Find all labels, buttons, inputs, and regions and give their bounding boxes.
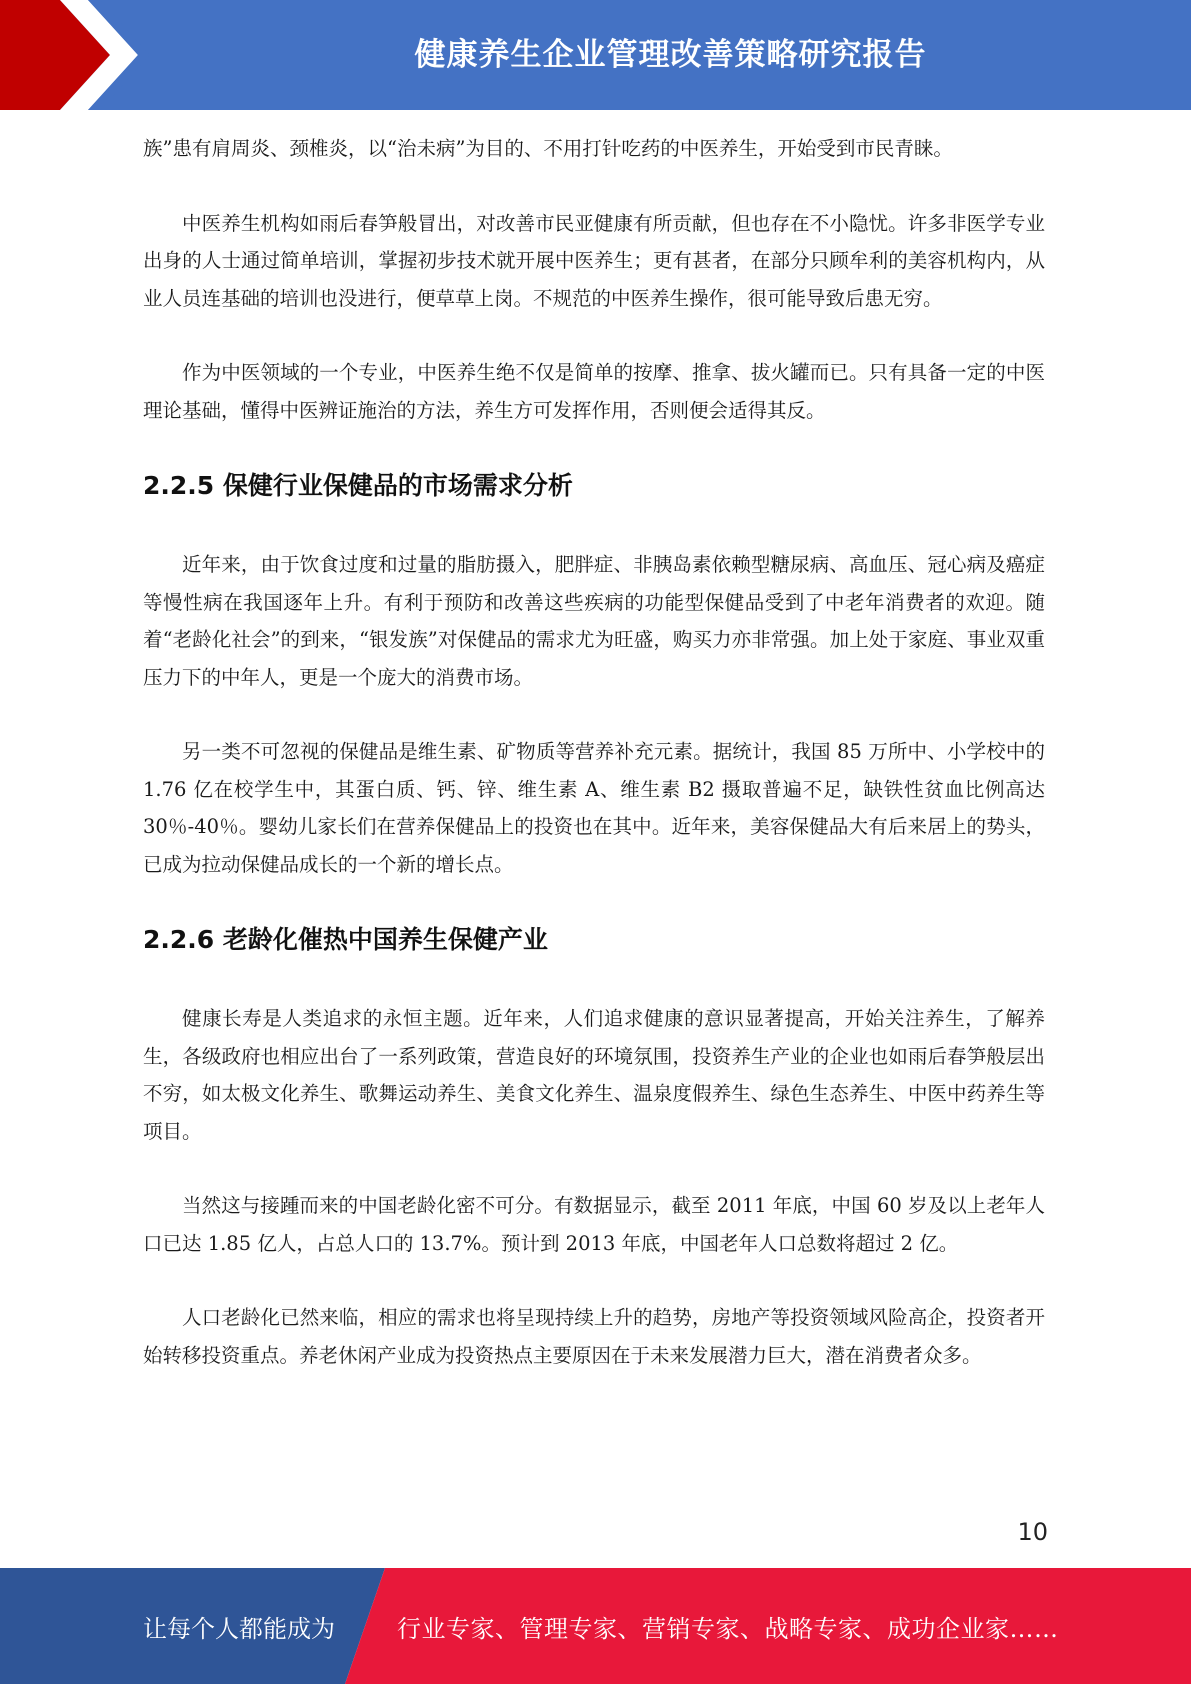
page-header xyxy=(0,0,1191,110)
footer-slogan-right: 行业专家、管理专家、营销专家、战略专家、成功企业家…… xyxy=(397,1614,1059,1643)
document-title: 健康养生企业管理改善策略研究报告 xyxy=(414,36,927,73)
page-footer xyxy=(0,1568,1191,1684)
paragraph: 人口老龄化已然来临，相应的需求也将呈现持续上升的趋势，房地产等投资领域风险高企，投资者开始转移投资重点。养老休闲产业成为投资热点主要原因在于未来发展潜力巨大，潜在消费者众多。 xyxy=(143,1306,1045,1367)
paragraph: 另一类不可忽视的保健品是维生素、矿物质等营养补充元素。据统计，我国 85 万所中、小学校中的 1.76 亿在校学生中，其蛋白质、钙、锌、维生素 A、维生素 B2 摄取普遍不足，缺铁性贫血比例高达 30％-40％。婴幼儿家长们在营养保健品上的投资也在其中。近年来，美容保健品大有后来居上的势头，已成为拉动保健品成长的一个新的增长点。 xyxy=(143,740,1045,876)
header-arrow-icon xyxy=(0,0,160,110)
page-number: 10 xyxy=(1017,1518,1048,1546)
paragraph: 当然这与接踵而来的中国老龄化密不可分。有数据显示，截至 2011 年底，中国 60 岁及以上老年人口已达 1.85 亿人，占总人口的 13.7%。预计到 2013 年底，中国老年人口总数将超过 2 亿。 xyxy=(143,1194,1045,1255)
paragraph: 中医养生机构如雨后春笋般冒出，对改善市民亚健康有所贡献，但也存在不小隐忧。许多非医学专业出身的人士通过简单培训，掌握初步技术就开展中医养生；更有甚者，在部分只顾牟利的美容机构内，从业人员连基础的培训也没进行，便草草上岗。不规范的中医养生操作，很可能导致后患无穷。 xyxy=(143,211,1045,310)
footer-slogan-left: 让每个人都能成为 xyxy=(143,1614,335,1643)
section-heading: 2.2.5 保健行业保健品的市场需求分析 xyxy=(143,471,573,500)
paragraph: 族”患有肩周炎、颈椎炎，以“治未病”为目的、不用打针吃药的中医养生，开始受到市民青睐。 xyxy=(143,137,953,160)
section-heading: 2.2.6 老龄化催热中国养生保健产业 xyxy=(143,925,548,954)
paragraph: 近年来，由于饮食过度和过量的脂肪摄入，肥胖症、非胰岛素依赖型糖尿病、高血压、冠心病及癌症等慢性病在我国逐年上升。有利于预防和改善这些疾病的功能型保健品受到了中老年消费者的欢迎。随着“老龄化社会”的到来，“银发族”对保健品的需求尤为旺盛，购买力亦非常强。加上处于家庭、事业双重压力下的中年人，更是一个庞大的消费市场。 xyxy=(143,553,1045,689)
paragraph: 健康长寿是人类追求的永恒主题。近年来，人们追求健康的意识显著提高，开始关注养生，了解养生，各级政府也相应出台了一系列政策，营造良好的环境氛围，投资养生产业的企业也如雨后春笋般层出不穷，如太极文化养生、歌舞运动养生、美食文化养生、温泉度假养生、绿色生态养生、中医中药养生等项目。 xyxy=(143,1007,1045,1143)
paragraph: 作为中医领域的一个专业，中医养生绝不仅是简单的按摩、推拿、拔火罐而已。只有具备一定的中医理论基础，懂得中医辨证施治的方法，养生方可发挥作用，否则便会适得其反。 xyxy=(143,361,1045,422)
page-content xyxy=(143,130,1045,1411)
